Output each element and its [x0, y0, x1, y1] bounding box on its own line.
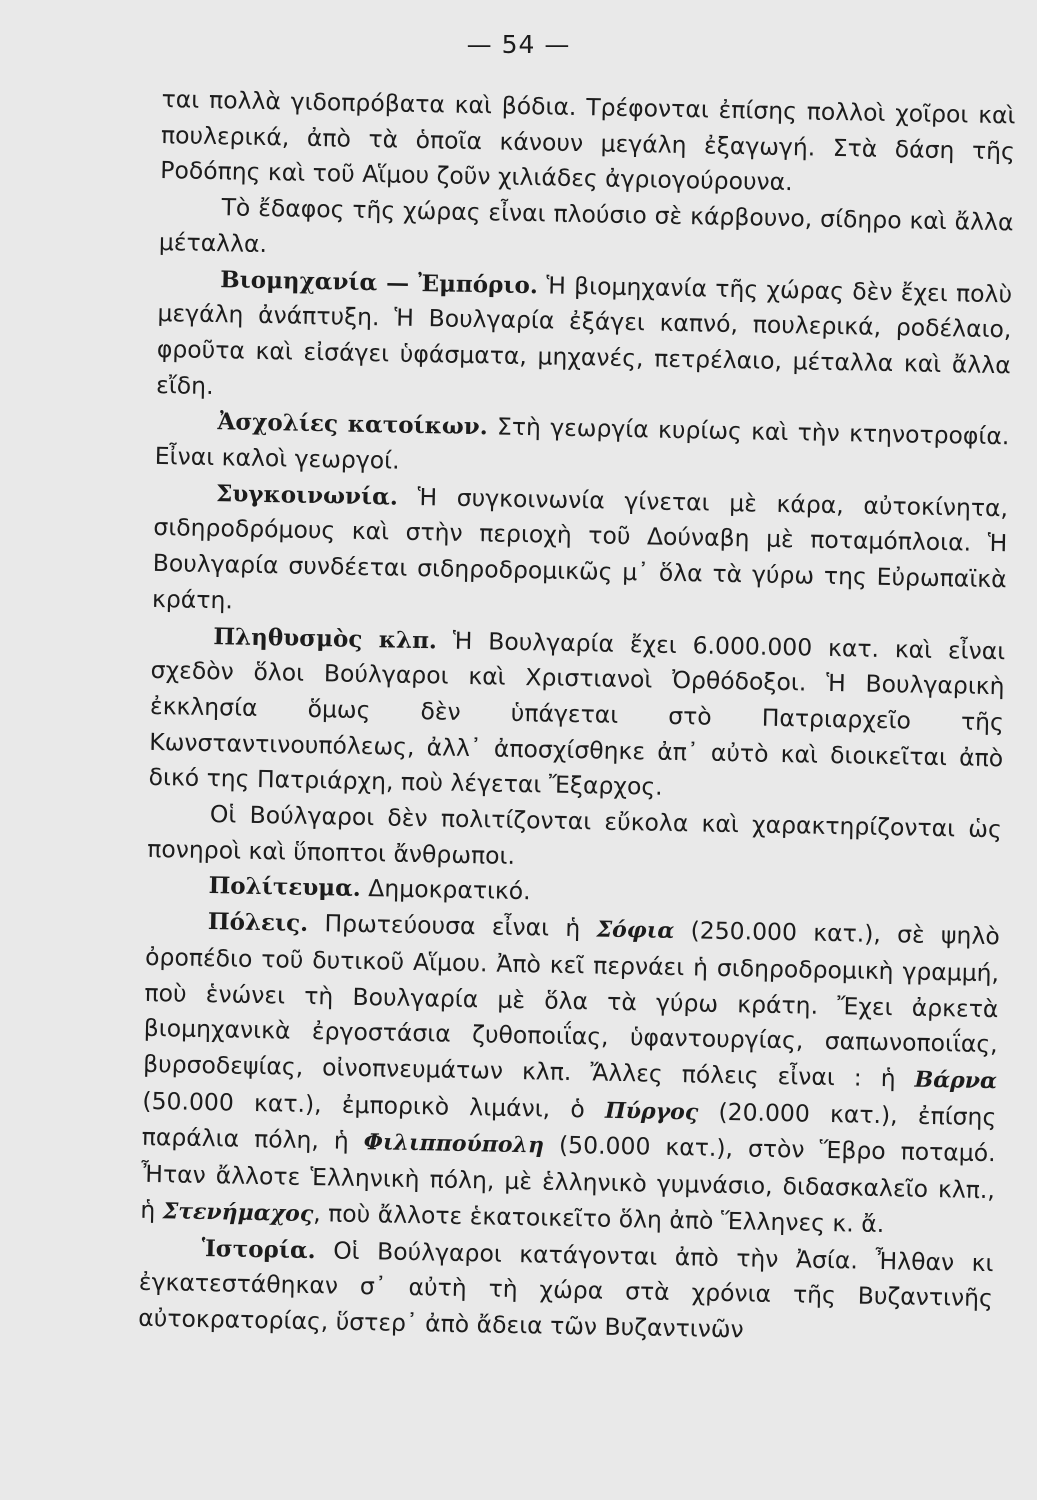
paragraph-population	[148, 617, 1005, 812]
section-heading-occupations: Ἀσχολίες κατοίκων.	[217, 408, 489, 441]
section-heading-history: Ἱστορία.	[201, 1234, 316, 1264]
section-heading-cities: Πόλεις.	[207, 908, 309, 938]
paragraph-industry-trade	[156, 260, 1013, 419]
paragraph-text: ται πολλὰ γιδοπρόβατα καὶ βόδια. Τρέφονται ἐπίσης πολλοὶ χοῖροι καὶ πουλερικά, ἀπὸ τὰ ὁποῖα κάνουν μεγάλη ἐξαγωγή. Στὰ δάση τῆς Ροδόπης καὶ τοῦ Αἵμου ζοῦν χιλιάδες ἀγριογούρουνα.	[160, 84, 1016, 197]
paragraph-transport	[152, 475, 1009, 634]
city-name-sofia: Σόφια	[596, 916, 675, 945]
paragraph-history	[138, 1229, 994, 1352]
paragraph-text: Ἡ συγκοινωνία γίνεται μὲ κάρα, αὐτοκίνητα, σιδηροδρόμους καὶ στὴν περιοχὴ τοῦ Δούναβη μὲ ποταμόπλοια. Ἡ Βουλγαρία συνδέεται σιδηροδρομικῶς μ᾽ ὅλα τὰ γύρω της Εὐρωπαϊκὰ κράτη.	[151, 482, 1009, 615]
paragraph-text: (50.000 κατ.), στὸν Ἕβρο ποταμό. Ἦταν ἄλλοτε Ἑλληνικὴ πόλη, μὲ ἑλληνικὸ γυμνάσιο, διδασκαλεῖο κλπ., ἡ	[140, 1130, 996, 1225]
city-name-varna: Βάρνα	[914, 1066, 998, 1095]
text-body	[138, 82, 1016, 1353]
section-heading-transport: Συγκοινωνία.	[215, 479, 399, 511]
paragraph-text: Τὸ ἔδαφος τῆς χώρας εἶναι πλούσιο σὲ κάρβουνο, σίδηρο καὶ ἄλλα μέταλλα.	[158, 193, 1014, 258]
section-heading-polity: Πολίτευμα.	[208, 872, 362, 903]
paragraph-text: Οἱ Βούλγαροι κατάγονται ἀπὸ τὴν Ἀσία. Ἦλθαν κι ἐγκατεστάθηκαν σ᾽ αὐτὴ τὴ χώρα στὰ χρόνια τῆς Βυζαντινῆς αὐτοκρατορίας, ὕστερ᾽ ἀπὸ ἄδεια τῶν Βυζαντινῶν	[138, 1235, 994, 1344]
paragraph-text: Ἡ βιομηχανία τῆς χώρας δὲν ἔχει πολὺ μεγάλη ἀνάπτυξη. Ἡ Βουλγαρία ἐξάγει καπνό, πουλερικά, ροδέλαιο, φροῦτα καὶ εἰσάγει ὑφάσματα, μηχανές, πετρέλαιο, μέταλλα καὶ ἄλλα εἴδη.	[155, 270, 1013, 400]
paragraph-livestock	[160, 82, 1016, 205]
paragraph-text: Ἡ Βουλγαρία ἔχει 6.000.000 κατ. καὶ εἶναι σχεδὸν ὅλοι Βούλγαροι καὶ Χριστιανοὶ Ὀρθόδοξοι. Ἡ Βουλγαρικὴ ἐκκλησία ὅμως δὲν ὑπάγεται στὸ Πατριαρχεῖο τῆς Κωνσταντινουπόλεως, ἀλλ᾽ ἀποσχίσθηκε ἀπ᾽ αὐτὸ καὶ διοικεῖται ἀπὸ δικό της Πατριάρχη, ποὺ λέγεται Ἔξαρχος.	[148, 625, 1006, 802]
paragraph-text: , ποὺ ἄλλοτε ἑκατοικεῖτο ὅλη ἀπὸ Ἕλληνες κ. ἄ.	[312, 1198, 885, 1238]
paragraph-text: Στὴ γεωργία κυρίως καὶ τὴν κτηνοτροφία. Εἶναι καλοὶ γεωργοί.	[154, 412, 1010, 475]
paragraph-text: (50.000 κατ.), ἐμπορικὸ λιμάνι, ὁ	[142, 1086, 606, 1124]
section-heading-population: Πληθυσμὸς κλπ.	[213, 622, 438, 654]
page-number: — 54 —	[466, 30, 571, 59]
city-name-stenimachos: Στενήμαχος	[162, 1198, 314, 1227]
paragraph-text: Πρωτεύουσα εἶναι ἡ	[307, 909, 597, 943]
paragraph-text: (20.000 κατ.), ἐπίσης παράλια πόλη, ἡ	[141, 1097, 997, 1156]
paragraph-text: (250.000 κατ.), σὲ ψηλὸ ὀροπέδιο τοῦ δυτικοῦ Αἵμου. Ἀπὸ κεῖ περνάει ἡ σιδηροδρομικὴ γραμμή, ποὺ ἑνώνει τὴ Βουλγαρία μὲ ὅλα τὰ γύρω κράτη. Ἔχει ἀρκετὰ βιομηχανικὰ ἐργοστάσια ζυθοποιΐας, ὑφαντουργίας, σαπωνοποιΐας, βυρσοδεψίας, οἰνοπνευμάτων κλπ. Ἄλλες πόλεις εἶναι : ἡ	[142, 916, 1001, 1093]
paragraph-cities	[140, 903, 1000, 1246]
section-heading-industry: Βιομηχανία — Ἐμπόριο.	[219, 265, 539, 299]
city-name-filippoupoli: Φιλιππούπολη	[363, 1129, 545, 1159]
paragraph-text: Οἱ Βούλγαροι δὲν πολιτίζονται εὔκολα καὶ χαρακτηρίζονται ὡς πονηροὶ καὶ ὕποπτοι ἄνθρωποι.	[147, 800, 1003, 870]
city-name-pyrgos: Πύργος	[604, 1097, 699, 1126]
paragraph-text: Δημοκρατικό.	[360, 874, 531, 906]
